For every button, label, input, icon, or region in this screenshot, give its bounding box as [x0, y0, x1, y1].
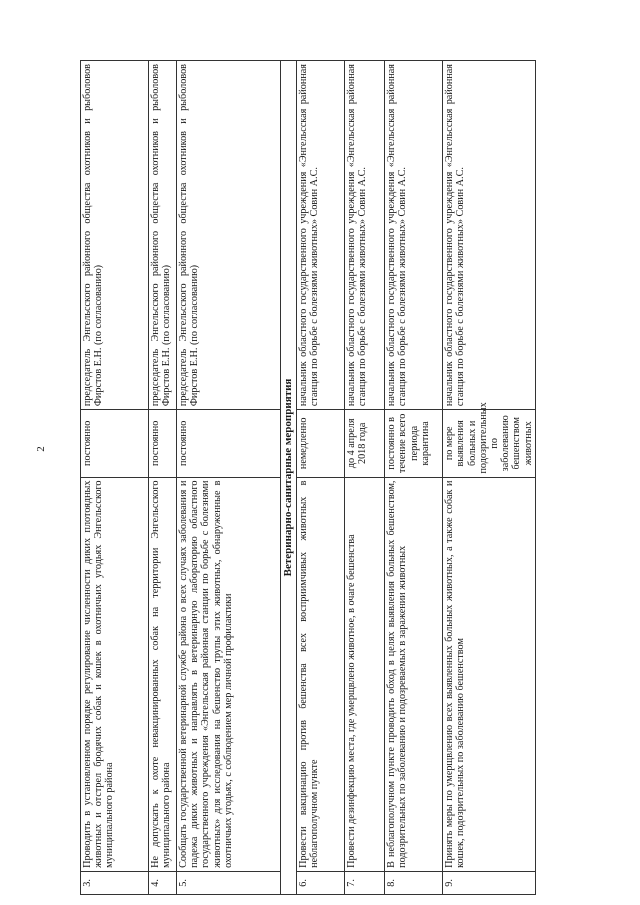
row-term: постоянно в течение всего периода карантина [385, 410, 443, 477]
row-responsible: председатель Энгельсского районного общества охотников и рыболовов Фирстов Е.Н. (по согласованию) [149, 61, 177, 410]
row-action: Сообщать государственной ветеринарной службе района о всех случаях заболевания и падежа диких животных и направлять в ветеринарную лабораторию областного государственного учреждения «Энгельсская районная станции по борьбе с болезнями животных» для исследования на бешенство трупы этих животных, обнаруженные в охотничьих угодьях, с соблюдением мер личной профилактики [177, 477, 281, 871]
row-term: постоянно [81, 410, 149, 477]
row-term: по мере выявления больных и подозрительных по заболеванию бешенством животных [443, 410, 536, 477]
row-term: немедленно [297, 410, 345, 477]
table-row [149, 61, 177, 895]
page-number: 2 [34, 446, 47, 452]
measures-table [80, 60, 536, 895]
row-action: Принять меры по умерщвлению всех выявленных больных животных, а также собак и кошек, подозрительных по заболеванию бешенством [443, 477, 536, 871]
row-action: Провести дезинфекцию места, где умерщвлено животное, в очаге бешенства [345, 477, 385, 871]
section-title: Ветеринарно-санитарные мероприятия [281, 61, 297, 895]
row-action: Не допускать к охоте невакцинированных собак на территории Энгельсского муниципального района [149, 477, 177, 871]
table-row [81, 61, 149, 895]
row-responsible: председатель Энгельсского районного общества охотников и рыболовов Фирстов Е.Н. (по согласованию) [177, 61, 281, 410]
row-number: 7. [345, 871, 385, 894]
table-row [443, 61, 536, 895]
row-term: до 4 апреля 2018 года [345, 410, 385, 477]
table-row [297, 61, 345, 895]
section-row [281, 61, 297, 895]
row-term: постоянно [177, 410, 281, 477]
row-action: Проводить в установленном порядке регулирование численности диких плотоядных животных и отстрел бродячих собак и кошек в охотничьих угодьях Энгельсского муниципального района [81, 477, 149, 871]
rotated-table-container [80, 60, 535, 895]
row-number: 4. [149, 871, 177, 894]
row-number: 3. [81, 871, 149, 894]
row-term: постоянно [149, 410, 177, 477]
row-action: В неблагополучном пункте проводить обход в целях выявления больных бешенством, подозрительных по заболеванию и подозреваемых в заражении животных [385, 477, 443, 871]
table-row [177, 61, 281, 895]
row-responsible: начальник областного государственного учреждения «Энгельсская районная станция по борьбе с болезнями животных» Совин А.С. [345, 61, 385, 410]
row-responsible: начальник областного государственного учреждения «Энгельсская районная станция по борьбе с болезнями животных» Совин А.С. [385, 61, 443, 410]
row-action: Провести вакцинацию против бешенства всех восприимчивых животных в неблагополучном пункте [297, 477, 345, 871]
row-number: 8. [385, 871, 443, 894]
row-responsible: председатель Энгельсского районного общества охотников и рыболовов Фирстов Е.Н. (по согласованию) [81, 61, 149, 410]
row-number: 9. [443, 871, 536, 894]
row-number: 6. [297, 871, 345, 894]
table-row [385, 61, 443, 895]
row-responsible: начальник областного государственного учреждения «Энгельсская районная станция по борьбе с болезнями животных» Совин А.С. [443, 61, 536, 410]
table-row [345, 61, 385, 895]
row-responsible: начальник областного государственного учреждения «Энгельсская районная станция по борьбе с болезнями животных» Совин А.С. [297, 61, 345, 410]
row-number: 5. [177, 871, 281, 894]
